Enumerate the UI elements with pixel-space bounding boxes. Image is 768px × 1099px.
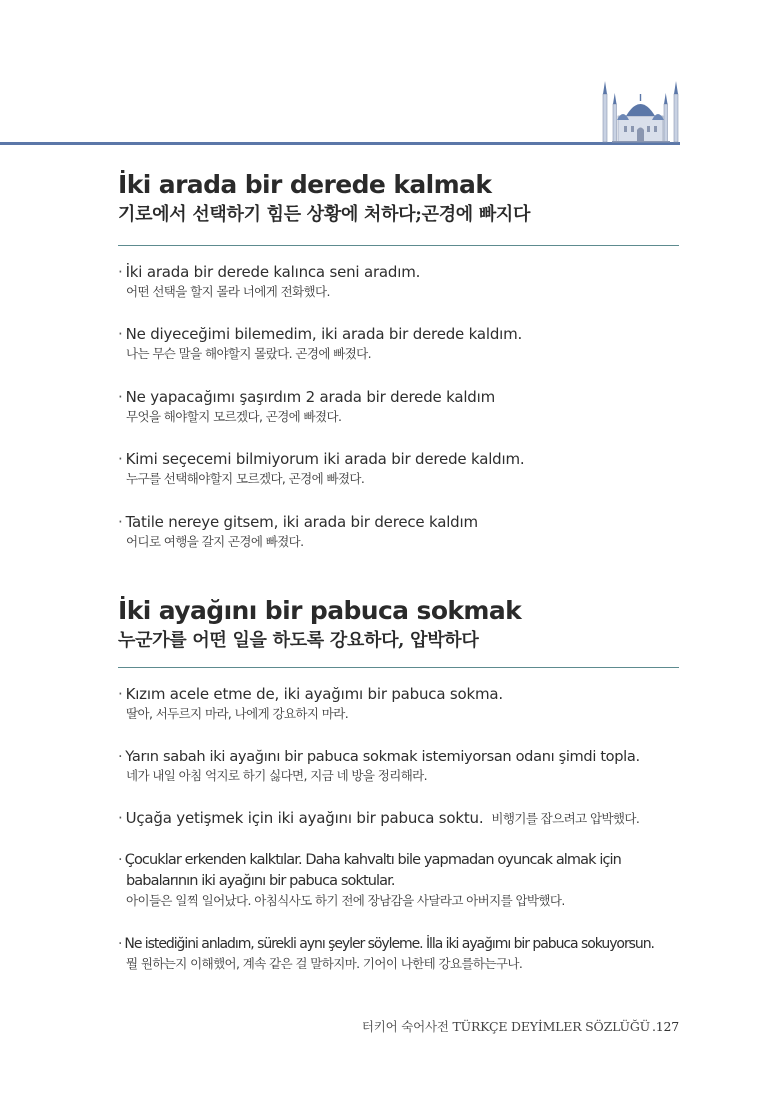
example-korean: 무엇을 해야할지 모르겠다, 곤경에 빠졌다. [126, 409, 342, 424]
example-korean: 어디로 여행을 갈지 곤경에 빠졌다. [126, 534, 304, 549]
idiom-meaning: 누군가를 어떤 일을 하도록 강요하다, 압박하다 [118, 630, 479, 651]
example-turkish: Kızım acele etme de, iki ayağımı bir pabuca sokma. [125, 685, 503, 703]
example-korean: 나는 무슨 말을 해야할지 몰랐다. 곤경에 빠졌다. [126, 346, 372, 361]
example-item [118, 262, 688, 301]
mosque-icon [598, 78, 682, 144]
header-rule [0, 142, 680, 145]
example-item [118, 850, 688, 910]
example-turkish: Yarın sabah iki ayağını bir pabuca sokmak istemiyorsan odanı şimdi topla. [125, 748, 640, 765]
bullet: · [118, 936, 122, 952]
example-korean: 누구를 선택해야할지 모르겠다, 곤경에 빠졌다. [126, 471, 365, 486]
example-item [118, 684, 688, 723]
example-item [118, 449, 688, 488]
example-item [118, 746, 688, 785]
idiom-meaning: 기로에서 선택하기 힘든 상황에 처하다;곤경에 빠지다 [118, 204, 531, 225]
page-footer [362, 1017, 679, 1035]
example-item [118, 324, 688, 363]
example-turkish: Tatile nereye gitsem, iki arada bir derece kaldım [125, 513, 478, 531]
example-korean: 딸아, 서두르지 마라, 나에게 강요하지 마라. [126, 706, 349, 721]
book-title: 터키어 숙어사전 TÜRKÇE DEYİMLER SÖZLÜĞÜ [361, 1019, 650, 1034]
idiom-title: İki ayağını bir pabuca sokmak [118, 596, 522, 625]
example-turkish: İki arada bir derede kalınca seni aradım. [125, 263, 421, 281]
example-item [118, 808, 688, 829]
example-turkish: Ne yapacağımı şaşırdım 2 arada bir derede kaldım [125, 388, 495, 406]
example-korean: 비행기를 잡으려고 압박했다. [491, 811, 640, 826]
example-item [118, 512, 688, 551]
entry-divider [118, 245, 679, 246]
page-number: .127 [651, 1019, 679, 1034]
example-korean: 아이들은 일찍 일어났다. 아침식사도 하기 전에 장남감을 사달라고 아버지를 압박했다. [126, 893, 565, 908]
bullet: · [118, 450, 123, 468]
example-item [118, 387, 688, 426]
idiom-entry-1 [118, 169, 679, 228]
example-turkish: Ne diyeceğimi bilemedim, iki arada bir derede kaldım. [125, 325, 523, 343]
example-item [118, 934, 688, 973]
bullet: · [118, 685, 123, 703]
example-korean: 어떤 선택을 할지 몰라 너에게 전화했다. [126, 284, 330, 299]
bullet: · [118, 388, 123, 406]
bullet: · [118, 513, 123, 531]
entry-divider [118, 667, 679, 668]
bullet: · [118, 809, 123, 827]
example-korean: 뭘 원하는지 이해했어, 계속 같은 걸 말하지마. 기어이 나한테 강요를하는구나. [126, 956, 523, 971]
bullet: · [118, 748, 123, 765]
example-turkish: Ne istediğini anladım, sürekli aynı şeyler söyleme. İlla iki ayağımı bir pabuca sokuyorsun. [124, 936, 654, 952]
example-turkish: Kimi seçecemi bilmiyorum iki arada bir derede kaldım. [125, 450, 525, 468]
idiom-entry-2 [118, 595, 679, 654]
example-korean: 네가 내일 아침 억지로 하기 싫다면, 지금 네 방을 정리해라. [126, 768, 428, 783]
example-turkish-continued: babalarının iki ayağını bir pabuca soktular. [126, 873, 395, 889]
bullet: · [118, 263, 123, 281]
idiom-title: İki arada bir derede kalmak [118, 170, 492, 199]
bullet: · [118, 325, 123, 343]
bullet: · [118, 852, 122, 868]
example-turkish: Çocuklar erkenden kalktılar. Daha kahvaltı bile yapmadan oyuncak almak için [124, 852, 621, 868]
example-turkish: Uçağa yetişmek için iki ayağını bir pabuca soktu. [125, 809, 484, 827]
